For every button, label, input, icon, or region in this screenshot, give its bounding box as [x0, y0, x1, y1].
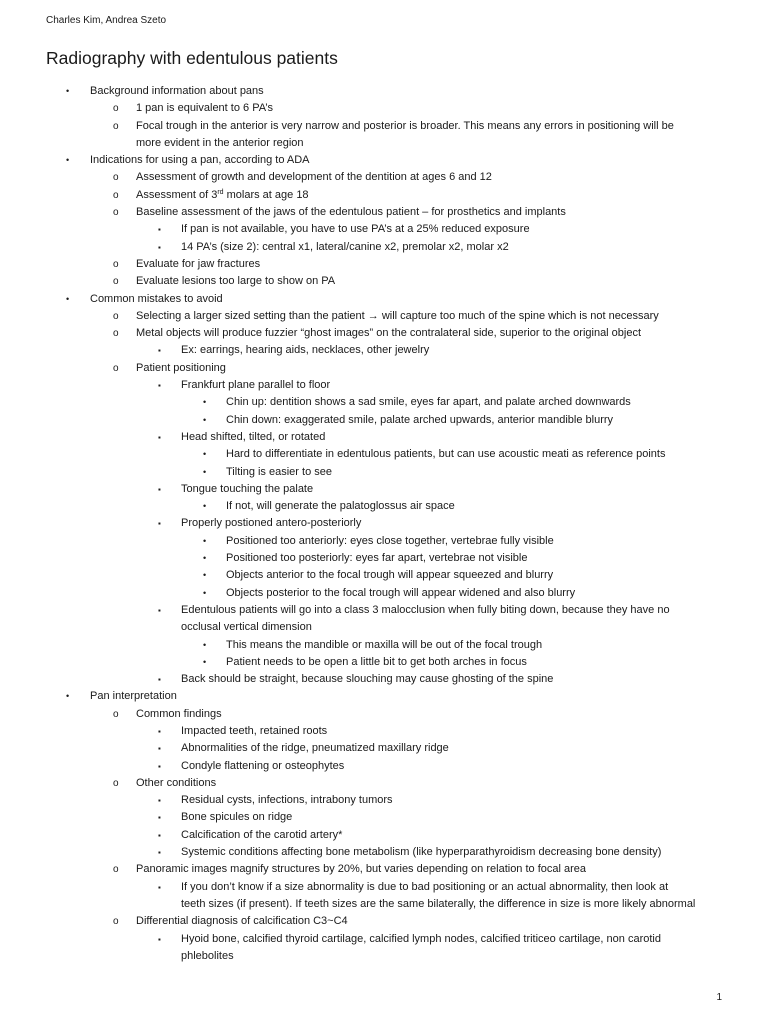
- outline-line-level-2: [0, 671, 768, 688]
- outline-line-text: Tongue touching the palate: [181, 482, 314, 495]
- outline-line-level-1: [0, 273, 768, 290]
- outline-line-level-3: [0, 498, 768, 515]
- superscript: rd: [217, 188, 224, 196]
- outline-line-text: Focal trough in the anterior is very narrow and posterior is broader. This means any errors in positioning will be: [136, 119, 674, 132]
- outline-line-continuation: occlusal vertical dimension: [181, 621, 312, 634]
- outline-line-level-2: [0, 758, 768, 775]
- outline-line-level-3: [0, 585, 768, 602]
- outline-line-level-3: [0, 394, 768, 411]
- text-segment: molars at age 18: [223, 188, 309, 201]
- outline-line-text: Panoramic images magnify structures by 20%, but varies depending on relation to focal area: [136, 863, 587, 876]
- outline-line-text: Differential diagnosis of calcification C3~C4: [136, 915, 348, 928]
- outline-line-text: This means the mandible or maxilla will be out of the focal trough: [226, 638, 543, 651]
- outline-line-text: Objects anterior to the focal trough will appear squeezed and blurry: [226, 569, 554, 582]
- outline-line-text: Evaluate lesions too large to show on PA: [136, 275, 336, 288]
- outline-line-text: Common mistakes to avoid: [90, 292, 223, 305]
- bullet-marker: o: [113, 328, 119, 340]
- outline-line-continuation: teeth sizes (if present). If teeth sizes are the same bilaterally, the difference in size is more likely abnormal: [181, 897, 696, 910]
- outline-line-level-2: [0, 429, 768, 446]
- bullet-marker: ▪: [158, 605, 161, 615]
- outline-line-text: Impacted teeth, retained roots: [181, 724, 328, 737]
- bullet-marker: •: [203, 466, 207, 477]
- bullet-marker: ▪: [158, 813, 161, 823]
- outline-line-text: Hard to differentiate in edentulous patients, but can use acoustic meati as reference points: [226, 448, 666, 461]
- outline-line-level-2: [0, 844, 768, 861]
- outline-line-text: Bone spicules on ridge: [181, 811, 293, 824]
- page-number: 1: [716, 992, 722, 1003]
- outline-line-level-2: [0, 948, 768, 965]
- bullet-marker: ▪: [158, 882, 161, 892]
- bullet-marker: •: [203, 570, 207, 581]
- document-header-authors: Charles Kim, Andrea Szeto: [46, 15, 167, 26]
- outline-line-level-2: [0, 515, 768, 532]
- bullet-marker: o: [113, 189, 119, 201]
- bullet-marker: ▪: [158, 675, 161, 685]
- outline-line-level-2: [0, 740, 768, 757]
- outline-line-level-1: [0, 204, 768, 221]
- bullet-marker: o: [113, 362, 119, 374]
- outline-line-level-2: [0, 879, 768, 896]
- outline-line-level-1: [0, 100, 768, 117]
- bullet-marker: o: [113, 864, 119, 876]
- outline-line-text: 1 pan is equivalent to 6 PA’s: [136, 102, 273, 115]
- outline-line-text: Evaluate for jaw fractures: [136, 257, 261, 270]
- bullet-marker: o: [113, 120, 119, 132]
- outline-line-text: Abnormalities of the ridge, pneumatized maxillary ridge: [181, 742, 449, 755]
- outline-line-text: Patient needs to be open a little bit to get both arches in focus: [226, 655, 527, 668]
- outline-line-text: Chin up: dentition shows a sad smile, eyes far apart, and palate arched downwards: [226, 396, 631, 409]
- outline-line-text: Selecting a larger sized setting than the patient → will capture too much of the spine which is not necessary: [136, 309, 659, 322]
- bullet-marker: •: [66, 86, 70, 96]
- outline-line-level-0: [0, 152, 768, 169]
- outline-line-text: Pan interpretation: [90, 690, 177, 703]
- bullet-marker: ▪: [158, 346, 161, 356]
- bullet-marker: o: [113, 207, 119, 219]
- bullet-marker: •: [203, 397, 207, 408]
- outline-line-text: Systemic conditions affecting bone metabolism (like hyperparathyroidism decreasing bone density): [181, 846, 662, 859]
- bullet-marker: ▪: [158, 225, 161, 235]
- outline-line-level-0: [0, 291, 768, 308]
- bullet-marker: •: [203, 587, 207, 598]
- outline-line-level-3: [0, 550, 768, 567]
- document-title: Radiography with edentulous patients: [46, 48, 338, 68]
- bullet-marker: ▪: [158, 830, 161, 840]
- outline-line-level-3: [0, 412, 768, 429]
- outline-line-text: Residual cysts, infections, intrabony tumors: [181, 794, 393, 807]
- bullet-marker: ▪: [158, 432, 161, 442]
- outline-line-text: Objects posterior to the focal trough will appear widened and also blurry: [226, 586, 576, 599]
- outline-line-text: Hyoid bone, calcified thyroid cartilage, calcified lymph nodes, calcified triticeo cartilage, non carotid: [181, 932, 661, 945]
- outline-line-level-2: [0, 723, 768, 740]
- outline-line-level-3: [0, 637, 768, 654]
- outline-line-level-2: [0, 619, 768, 636]
- bullet-marker: ▪: [158, 934, 161, 944]
- bullet-marker: •: [203, 639, 207, 650]
- outline-line-text: Common findings: [136, 707, 222, 720]
- bullet-marker: o: [113, 708, 119, 720]
- outline-line-text: Back should be straight, because slouching may cause ghosting of the spine: [181, 673, 554, 686]
- outline-line-text: If pan is not available, you have to use PA’s at a 25% reduced exposure: [181, 223, 530, 236]
- outline-line-level-2: [0, 931, 768, 948]
- outline-line-level-1: [0, 169, 768, 186]
- bullet-marker: ▪: [158, 744, 161, 754]
- bullet-marker: ▪: [158, 761, 161, 771]
- outline-line-level-2: [0, 602, 768, 619]
- bullet-marker: •: [203, 501, 207, 512]
- outline-line-level-3: [0, 446, 768, 463]
- text-segment: Assessment of 3: [136, 188, 218, 201]
- outline-line-level-1: [0, 861, 768, 878]
- bullet-marker: ▪: [158, 519, 161, 529]
- outline-line-level-1: [0, 913, 768, 930]
- outline-line-text: Assessment of growth and development of the dentition at ages 6 and 12: [136, 171, 492, 184]
- bullet-marker: •: [66, 293, 70, 304]
- outline-line-text: Properly postioned antero-posteriorly: [181, 517, 362, 530]
- bullet-marker: •: [66, 155, 70, 166]
- outline-line-level-3: [0, 654, 768, 671]
- bullet-marker: o: [113, 172, 119, 184]
- outline-line-text: Head shifted, tilted, or rotated: [181, 430, 326, 443]
- document-body: [0, 83, 768, 965]
- bullet-marker: o: [113, 916, 119, 928]
- bullet-marker: o: [113, 310, 119, 322]
- outline-line-level-1: [0, 360, 768, 377]
- bullet-marker: •: [66, 691, 70, 702]
- bullet-marker: ▪: [158, 484, 161, 494]
- bullet-marker: •: [203, 414, 207, 425]
- outline-line-text: Ex: earrings, hearing aids, necklaces, other jewelry: [181, 344, 430, 357]
- outline-line-level-1: [0, 706, 768, 723]
- bullet-marker: ▪: [158, 848, 161, 858]
- outline-line-level-2: [0, 792, 768, 809]
- outline-line-level-2: [0, 809, 768, 826]
- outline-line-text: Indications for using a pan, according to ADA: [90, 154, 310, 167]
- bullet-marker: •: [203, 449, 207, 460]
- bullet-marker: o: [113, 258, 119, 270]
- outline-line-text: 14 PA’s (size 2): central x1, lateral/canine x2, premolar x2, molar x2: [181, 240, 509, 253]
- outline-line-text: Metal objects will produce fuzzier “ghost images” on the contralateral side, superior to the original object: [136, 327, 642, 340]
- outline-line-level-3: [0, 567, 768, 584]
- outline-line-text: If not, will generate the palatoglossus air space: [226, 500, 455, 513]
- outline-line-level-2: [0, 377, 768, 394]
- outline-line-text: If you don’t know if a size abnormality is due to bad positioning or an actual abnormality, then look at: [181, 880, 669, 893]
- outline-line-level-1: [0, 775, 768, 792]
- outline-line-level-0: [0, 688, 768, 705]
- outline-line-continuation: more evident in the anterior region: [136, 136, 304, 149]
- outline-line-text: [136, 187, 309, 204]
- outline-line-level-0: [0, 83, 768, 100]
- bullet-marker: ▪: [158, 796, 161, 806]
- bullet-marker: •: [203, 553, 207, 564]
- outline-line-text: Patient positioning: [136, 361, 226, 374]
- bullet-marker: ▪: [158, 381, 161, 391]
- bullet-marker: o: [113, 276, 119, 288]
- outline-line-text: Calcification of the carotid artery*: [181, 828, 343, 841]
- bullet-marker: o: [113, 103, 119, 115]
- outline-line-text: Frankfurt plane parallel to floor: [181, 379, 331, 392]
- outline-line-level-1: [0, 135, 768, 152]
- outline-line-text: Edentulous patients will go into a class 3 malocclusion when fully biting down, because they have no: [181, 603, 670, 616]
- outline-line-level-2: [0, 481, 768, 498]
- outline-line-level-2: [0, 239, 768, 256]
- outline-line-level-2: [0, 827, 768, 844]
- bullet-marker: •: [203, 656, 207, 667]
- outline-line-level-3: [0, 464, 768, 481]
- outline-line-text: Baseline assessment of the jaws of the edentulous patient – for prosthetics and implants: [136, 206, 566, 219]
- outline-line-level-3: [0, 533, 768, 550]
- bullet-marker: ▪: [158, 726, 161, 736]
- outline-line-level-1: [0, 308, 768, 325]
- outline-line-continuation: phlebolites: [181, 949, 234, 962]
- outline-line-level-1: [0, 325, 768, 342]
- bullet-marker: o: [113, 777, 119, 789]
- outline-line-level-1: [0, 118, 768, 135]
- outline-line-level-2: [0, 342, 768, 359]
- outline-line-level-1: [0, 256, 768, 273]
- outline-line-text: Tilting is easier to see: [226, 465, 332, 478]
- outline-line-level-2: [0, 896, 768, 913]
- outline-line-text: Condyle flattening or osteophytes: [181, 759, 345, 772]
- outline-line-text: Chin down: exaggerated smile, palate arched upwards, anterior mandible blurry: [226, 413, 614, 426]
- outline-line-level-1: [0, 187, 768, 204]
- outline-line-text: Other conditions: [136, 776, 217, 789]
- outline-line-text: Background information about pans: [90, 85, 264, 97]
- outline-line-text: Positioned too posteriorly: eyes far apart, vertebrae not visible: [226, 552, 528, 565]
- outline-line-text: Positioned too anteriorly: eyes close together, vertebrae fully visible: [226, 534, 554, 547]
- bullet-marker: ▪: [158, 242, 161, 252]
- outline-line-level-2: [0, 221, 768, 238]
- bullet-marker: •: [203, 535, 207, 546]
